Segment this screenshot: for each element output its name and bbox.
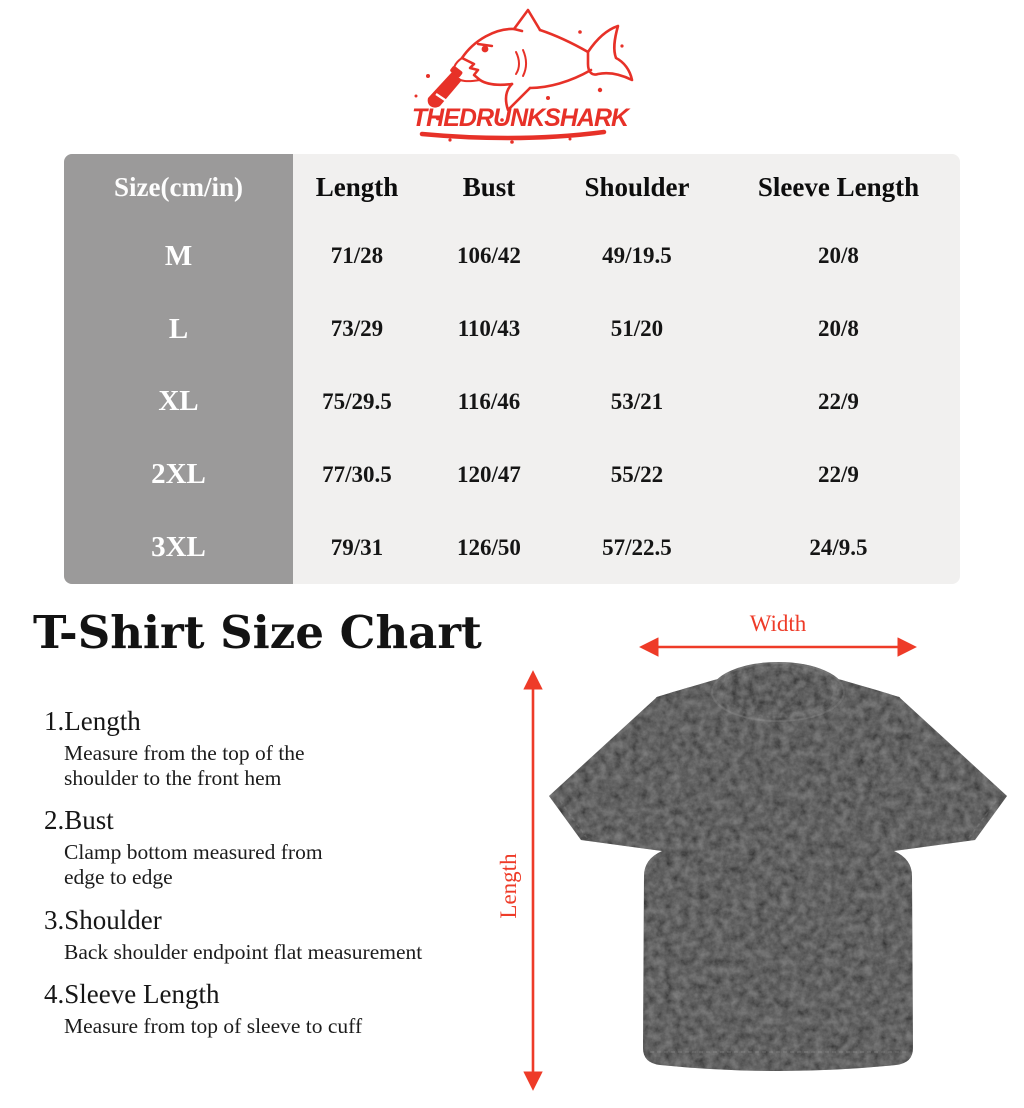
definition-desc-bust [64,840,514,890]
desc-line: Measure from top of sleeve to cuff [64,1013,363,1038]
cell-xl-length: 75/29.5 [322,388,392,414]
cell-3xl-sleeve: 24/9.5 [809,534,868,560]
cell-l-shoulder: 51/20 [610,316,664,342]
cell-m-sleeve: 20/8 [818,243,859,269]
cell-2xl-shoulder: 55/22 [610,461,664,487]
desc-line: Back shoulder endpoint flat measurement [64,939,423,964]
col-header-shoulder: Shoulder [584,171,690,202]
cell-3xl-shoulder: 57/22.5 [602,534,672,560]
width-measure-label: Width [749,611,807,636]
tshirt-image [549,663,1007,1071]
measurement-definitions [44,692,514,1039]
length-measure-label: Length [496,853,521,919]
desc-line: edge to edge [64,865,173,890]
row-size-l: L [64,293,293,366]
col-header-sleeve-length: Sleeve Length [757,171,920,202]
cell-l-length: 73/29 [330,316,384,342]
row-size-m: M [64,220,293,293]
row-size-2xl: 2XL [64,438,293,511]
row-size-3xl: 3XL [64,511,293,584]
desc-line: shoulder to the front hem [64,766,282,791]
cell-3xl-bust: 126/50 [457,534,521,560]
size-table [64,154,960,584]
row-size-xl: XL [64,366,293,439]
cell-2xl-length: 77/30.5 [322,461,392,487]
cell-xl-sleeve: 22/9 [818,388,859,414]
cell-2xl-sleeve: 22/9 [818,461,859,487]
drunk-shark-logo-icon [392,2,648,146]
col-header-size: Size(cm/in) [64,154,293,220]
cell-l-sleeve: 20/8 [818,316,859,342]
bottle-icon [428,65,464,107]
cell-3xl-length: 79/31 [330,534,384,560]
desc-line: Clamp bottom measured from [64,840,323,865]
definition-desc-length [64,741,514,791]
col-header-bust: Bust [462,171,516,202]
cell-m-length: 71/28 [330,243,384,269]
cell-2xl-bust: 120/47 [457,461,521,487]
definition-term-shoulder: 3.Shoulder [44,904,162,935]
brand-name: THEDRUNKSHARK [411,104,629,132]
cell-m-shoulder: 49/19.5 [602,243,672,269]
definition-term-bust: 2.Bust [44,805,114,836]
definition-desc-sleeve [64,1014,514,1039]
cell-l-bust: 110/43 [457,316,521,342]
cell-m-bust: 106/42 [457,243,521,269]
page-title: T-Shirt Size Chart [33,606,482,659]
brand-logo [392,2,648,146]
col-header-length: Length [315,171,399,202]
definition-term-length: 1.Length [44,706,141,736]
definition-desc-shoulder [64,940,514,965]
definition-term-sleeve: 4.Sleeve Length [44,978,220,1009]
desc-line: Measure from the top of the [64,741,305,765]
cell-xl-bust: 116/46 [457,388,521,414]
cell-xl-shoulder: 53/21 [610,388,664,414]
tshirt-measurement-diagram [490,600,1024,1103]
